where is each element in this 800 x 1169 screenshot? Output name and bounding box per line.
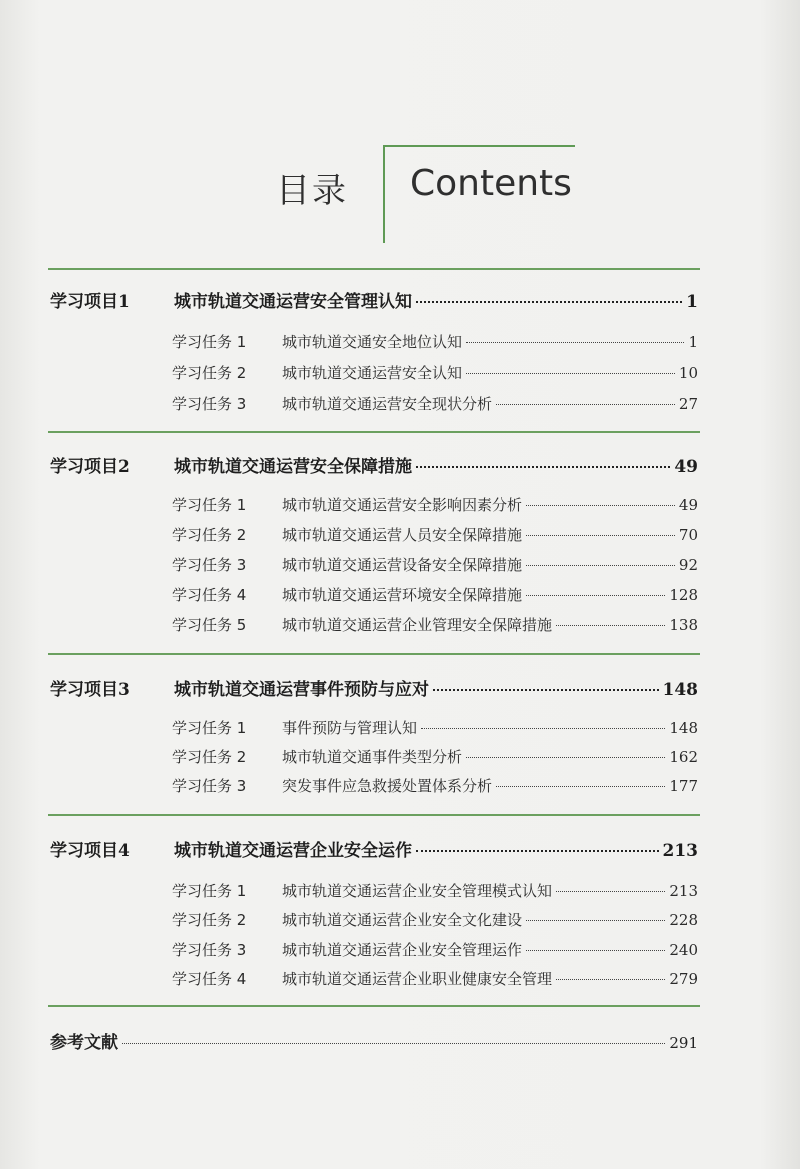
leader-dots: [421, 728, 665, 729]
leader-dots: [556, 891, 665, 892]
contents-header: [0, 145, 800, 255]
task-title: 城市轨道交通运营安全认知: [282, 364, 463, 382]
task-title: 城市轨道交通运营企业职业健康安全管理: [282, 970, 553, 988]
task-number: 学习任务 1: [172, 882, 247, 900]
toc-project-2[interactable]: [50, 452, 698, 477]
section-rule: [48, 814, 700, 816]
project-page: 1: [686, 292, 698, 312]
leader-dots: [466, 373, 675, 374]
leader-dots: [526, 950, 665, 951]
section-rule: [48, 431, 700, 433]
project-page: 213: [662, 841, 698, 861]
leader-dots: [416, 850, 659, 852]
task-number: 学习任务 2: [172, 911, 247, 929]
leader-dots: [466, 757, 665, 758]
project-title: 城市轨道交通运营事件预防与应对: [174, 680, 429, 700]
task-number: 学习任务 4: [172, 970, 247, 988]
toc-task[interactable]: [172, 939, 698, 960]
toc-project-1[interactable]: [50, 287, 698, 312]
task-number: 学习任务 1: [172, 496, 247, 514]
toc-task[interactable]: [172, 494, 698, 515]
task-number: 学习任务 3: [172, 777, 247, 795]
toc-task[interactable]: [172, 614, 698, 635]
section-rule: [48, 268, 700, 270]
section-rule: [48, 653, 700, 655]
task-title: 城市轨道交通运营设备安全保障措施: [282, 556, 523, 574]
task-title: 事件预防与管理认知: [282, 719, 418, 737]
task-title: 城市轨道交通运营安全影响因素分析: [282, 496, 523, 514]
leader-dots: [526, 565, 675, 566]
task-page: 10: [678, 364, 698, 382]
toc-task[interactable]: [172, 717, 698, 738]
task-title: 城市轨道交通事件类型分析: [282, 748, 463, 766]
leader-dots: [466, 342, 684, 343]
task-title: 城市轨道交通运营企业管理安全保障措施: [282, 616, 553, 634]
title-english: Contents: [410, 163, 572, 204]
project-title: 城市轨道交通运营企业安全运作: [174, 841, 412, 861]
project-title: 城市轨道交通运营安全保障措施: [174, 457, 412, 477]
leader-dots: [556, 625, 665, 626]
task-page: 70: [678, 526, 698, 544]
toc-task[interactable]: [172, 393, 698, 414]
project-number: 学习项目3: [50, 680, 130, 700]
header-top-rule: [383, 145, 575, 147]
task-page: 279: [669, 970, 698, 988]
toc-task[interactable]: [172, 554, 698, 575]
task-page: 92: [678, 556, 698, 574]
leader-dots: [122, 1043, 665, 1044]
task-title: 城市轨道交通运营企业安全管理模式认知: [282, 882, 553, 900]
project-title: 城市轨道交通运营安全管理认知: [174, 292, 412, 312]
task-page: 240: [669, 941, 698, 959]
task-number: 学习任务 2: [172, 748, 247, 766]
project-page: 148: [662, 680, 698, 700]
task-page: 213: [669, 882, 698, 900]
title-chinese: 目录: [276, 171, 348, 211]
task-number: 学习任务 1: [172, 719, 247, 737]
task-number: 学习任务 5: [172, 616, 247, 634]
toc-project-3[interactable]: [50, 675, 698, 700]
project-number: 学习项目4: [50, 841, 130, 861]
task-number: 学习任务 3: [172, 941, 247, 959]
toc-task[interactable]: [172, 331, 698, 352]
task-page: 128: [669, 586, 698, 604]
project-number: 学习项目2: [50, 457, 130, 477]
leader-dots: [496, 786, 665, 787]
task-page: 162: [669, 748, 698, 766]
leader-dots: [526, 505, 675, 506]
task-title: 城市轨道交通运营人员安全保障措施: [282, 526, 523, 544]
leader-dots: [526, 920, 665, 921]
task-title: 城市轨道交通运营安全现状分析: [282, 395, 493, 413]
leader-dots: [496, 404, 675, 405]
leader-dots: [526, 535, 675, 536]
toc-project-4[interactable]: [50, 836, 698, 861]
task-number: 学习任务 3: [172, 556, 247, 574]
toc-task[interactable]: [172, 775, 698, 796]
task-title: 突发事件应急救援处置体系分析: [282, 777, 493, 795]
task-number: 学习任务 4: [172, 586, 247, 604]
toc-references[interactable]: [50, 1028, 698, 1053]
section-rule: [48, 1005, 700, 1007]
task-page: 228: [669, 911, 698, 929]
references-page: 291: [669, 1034, 698, 1052]
leader-dots: [416, 466, 670, 468]
toc-task[interactable]: [172, 524, 698, 545]
task-number: 学习任务 1: [172, 333, 247, 351]
task-number: 学习任务 3: [172, 395, 247, 413]
leader-dots: [433, 689, 659, 691]
references-title: 参考文献: [50, 1033, 118, 1053]
task-number: 学习任务 2: [172, 364, 247, 382]
toc-task[interactable]: [172, 746, 698, 767]
task-page: 27: [678, 395, 698, 413]
task-title: 城市轨道交通安全地位认知: [282, 333, 463, 351]
leader-dots: [526, 595, 665, 596]
toc-task[interactable]: [172, 880, 698, 901]
toc-task[interactable]: [172, 362, 698, 383]
task-page: 148: [669, 719, 698, 737]
task-page: 138: [669, 616, 698, 634]
leader-dots: [416, 301, 682, 303]
project-page: 49: [674, 457, 698, 477]
toc-task[interactable]: [172, 968, 698, 989]
task-title: 城市轨道交通运营环境安全保障措施: [282, 586, 523, 604]
header-divider: [383, 145, 385, 243]
task-title: 城市轨道交通运营企业安全管理运作: [282, 941, 523, 959]
task-page: 177: [669, 777, 698, 795]
toc-task[interactable]: [172, 909, 698, 930]
toc-task[interactable]: [172, 584, 698, 605]
task-title: 城市轨道交通运营企业安全文化建设: [282, 911, 523, 929]
project-number: 学习项目1: [50, 292, 130, 312]
task-page: 1: [688, 333, 698, 351]
task-number: 学习任务 2: [172, 526, 247, 544]
leader-dots: [556, 979, 665, 980]
task-page: 49: [678, 496, 698, 514]
